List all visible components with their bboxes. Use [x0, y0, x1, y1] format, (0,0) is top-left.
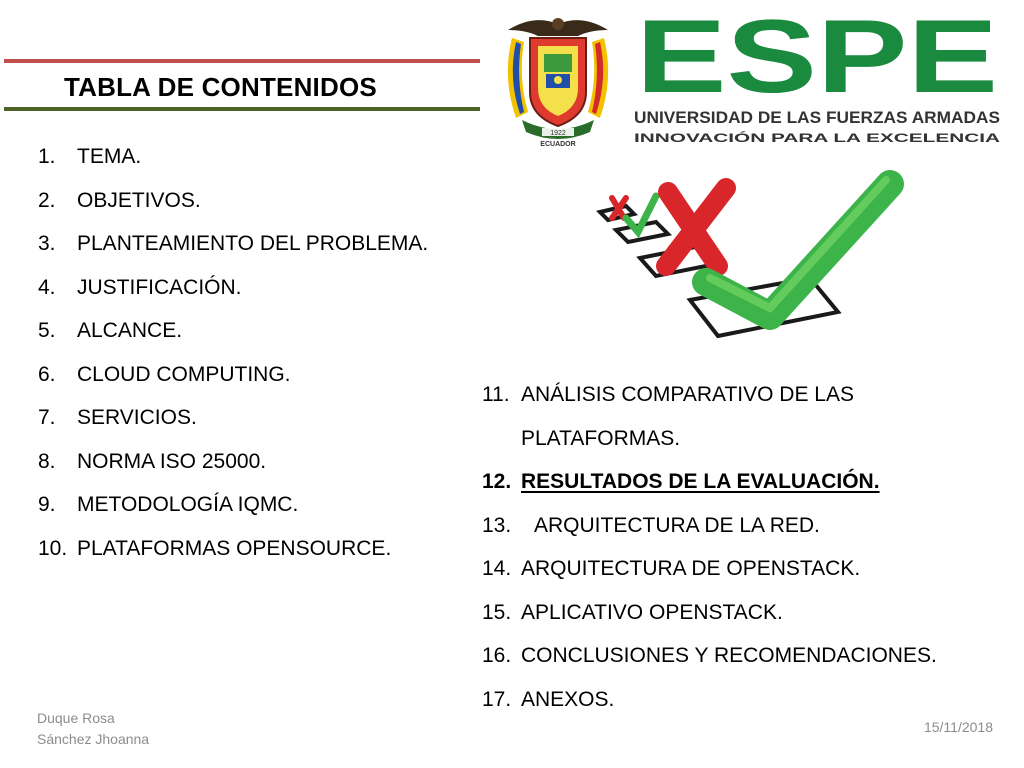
toc-item-number: 14.: [482, 557, 512, 580]
toc-item-label: ANEXOS.: [521, 687, 615, 711]
toc-item-number: 3.: [38, 232, 56, 255]
toc-item[interactable]: [38, 353, 498, 397]
toc-item[interactable]: [482, 678, 1022, 722]
toc-item-label: PLANTEAMIENTO DEL PROBLEMA.: [77, 232, 429, 255]
toc-item-label: TEMA.: [77, 145, 142, 168]
footer-author-line: Sánchez Jhoanna: [37, 731, 150, 747]
toc-item[interactable]: [482, 547, 1022, 591]
toc-item[interactable]: [38, 222, 498, 266]
svg-text:1922: 1922: [550, 130, 566, 137]
toc-item-label: SERVICIOS.: [77, 406, 197, 429]
toc-item-number: 10.: [38, 536, 68, 560]
toc-item-label: RESULTADOS DE LA EVALUACIÓN.: [521, 470, 880, 493]
toc-item[interactable]: [38, 135, 498, 179]
toc-item-label: OBJETIVOS.: [77, 188, 201, 212]
header-rule-top: [4, 59, 480, 63]
toc-item[interactable]: [38, 179, 498, 223]
toc-item-number: 17.: [482, 687, 512, 711]
toc-item-label: CONCLUSIONES Y RECOMENDACIONES.: [521, 644, 937, 667]
toc-item[interactable]: [482, 373, 1022, 460]
header-rule-bottom: [4, 107, 480, 111]
svg-text:ECUADOR: ECUADOR: [540, 141, 576, 148]
toc-item-label: APLICATIVO OPENSTACK.: [521, 600, 783, 624]
toc-item-label: ALCANCE.: [77, 319, 183, 342]
toc-list-left: [38, 135, 498, 570]
svg-text:INNOVACIÓN PARA LA EXCELENCIA: INNOVACIÓN PARA LA EXCELENCIA: [634, 131, 846, 145]
toc-item-number: 7.: [38, 406, 56, 429]
toc-item[interactable]: [38, 527, 498, 571]
toc-item[interactable]: [38, 309, 498, 353]
toc-item[interactable]: [38, 396, 498, 440]
toc-item-label: CLOUD COMPUTING.: [77, 362, 291, 386]
toc-item[interactable]: [38, 483, 498, 527]
toc-item-number: 6.: [38, 362, 56, 386]
svg-text:ESPE: ESPE: [636, 6, 998, 115]
checklist-illustration: [590, 170, 920, 370]
toc-item-label: PLATAFORMAS OPENSOURCE.: [77, 536, 392, 560]
espe-brand-logo: [632, 6, 1002, 146]
toc-item-number: 15.: [482, 600, 512, 624]
footer-date: 15/11/2018: [923, 719, 993, 735]
svg-text:UNIVERSIDAD DE LAS FUERZAS ARM: UNIVERSIDAD DE LAS FUERZAS ARMADAS: [634, 108, 1000, 127]
toc-item-current[interactable]: [482, 460, 1022, 504]
toc-item[interactable]: [38, 440, 498, 484]
toc-item-number: 11.: [482, 383, 510, 406]
toc-item-number: 16.: [482, 644, 512, 667]
toc-item-label: ANÁLISIS COMPARATIVO DE LAS PLATAFORMAS.: [521, 383, 854, 450]
toc-item-number: 4.: [38, 275, 56, 299]
toc-item-label: ARQUITECTURA DE OPENSTACK.: [521, 557, 861, 580]
toc-item-number: 8.: [38, 449, 56, 473]
toc-item-number: 9.: [38, 493, 56, 516]
toc-item-label: METODOLOGÍA IQMC.: [77, 493, 299, 516]
toc-item[interactable]: [482, 634, 1022, 678]
toc-item-number: 5.: [38, 319, 56, 342]
toc-list-right: [482, 373, 1022, 721]
toc-item-number: 2.: [38, 188, 56, 212]
university-emblem-logo: [494, 8, 622, 148]
toc-item-number: 1.: [38, 145, 56, 168]
toc-item[interactable]: [482, 504, 1022, 548]
toc-item-number: 12.: [482, 470, 512, 493]
toc-item-label: NORMA ISO 25000.: [77, 449, 267, 473]
footer-author-line: Duque Rosa: [37, 710, 115, 726]
toc-item-label: ARQUITECTURA DE LA RED.: [534, 513, 820, 537]
slide-title: TABLA DE CONTENIDOS: [64, 72, 377, 102]
toc-item-number: 13.: [482, 513, 512, 537]
toc-item[interactable]: [482, 591, 1022, 635]
footer-authors: [37, 708, 149, 750]
toc-item[interactable]: [38, 266, 498, 310]
toc-item-label: JUSTIFICACIÓN.: [77, 275, 242, 299]
